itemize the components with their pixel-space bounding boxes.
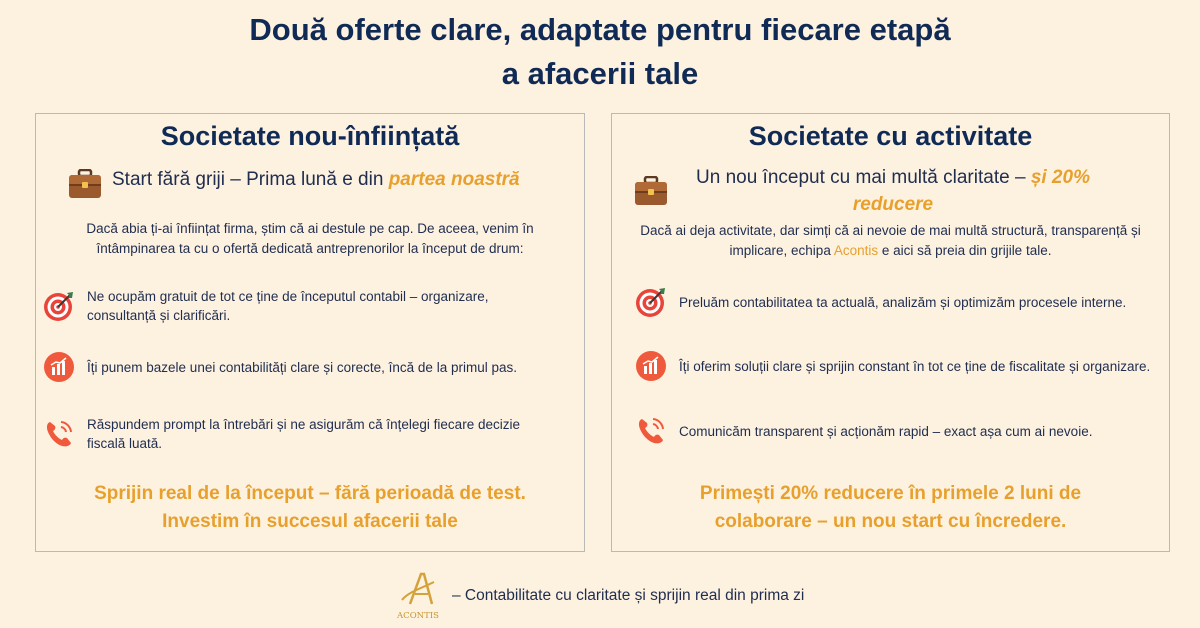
list-item-text: Preluăm contabilitatea ta actuală, analizăm și optimizăm procesele interne. [679, 294, 1127, 310]
headline-text: Un nou început cu mai multă claritate – [696, 167, 1031, 188]
intro-text: Dacă ai deja activitate, dar simți că ai nevoie de mai multă structură, transparență și implicare, echipa [640, 223, 1141, 258]
page-title [0, 8, 1200, 96]
headline-accent: partea noastră [388, 169, 520, 190]
target-icon [635, 286, 667, 318]
offer-card-new-company [35, 113, 585, 552]
card-headline [68, 166, 520, 199]
headline-accent: și 20% reducere [852, 167, 1090, 215]
list-item-text: Îți punem bazele unei contabilități clare și corecte, încă de la primul pas. [87, 359, 517, 375]
list-item-text: Ne ocupăm gratuit de tot ce ține de începutul contabil – organizare, consultanță și clarificări. [87, 289, 489, 323]
card-footer: Primești 20% reducere în primele 2 luni de colaborare – un nou start cu încredere. [699, 483, 1082, 532]
card-intro: Dacă abia ți-ai înființat firma, știm că ai destule pe cap. De aceea, venim în întâmpinarea ta cu o ofertă dedicată antreprenorilor la început de drum: [86, 221, 534, 256]
target-icon [43, 290, 75, 322]
card-intro [632, 221, 1149, 261]
phone-icon [43, 418, 75, 450]
list-item [635, 415, 1169, 447]
list-item [635, 350, 1169, 382]
chart-icon [635, 350, 667, 382]
briefcase-icon [634, 176, 668, 206]
card-footer: Sprijin real de la început – fără perioadă de test. Investim în succesul afacerii tale [94, 483, 526, 532]
card-headline [634, 164, 1108, 218]
list-item [43, 287, 527, 325]
tagline: – Contabilitate cu claritate și sprijin real din prima zi [452, 587, 805, 604]
card-title: Societate cu activitate [748, 121, 1033, 151]
card-title: Societate nou-înființată [160, 121, 460, 151]
offer-card-active-company [611, 113, 1170, 552]
brand-name: Acontis [833, 243, 879, 258]
page-title-line-1: Două oferte clare, adaptate pentru fiecare etapă [249, 12, 951, 47]
phone-icon [635, 415, 667, 447]
briefcase-icon [68, 169, 102, 199]
list-item-text: Comunicăm transparent și acționăm rapid – exact așa cum ai nevoie. [679, 423, 1093, 439]
headline-text: Start fără griji – Prima lună e din [112, 169, 389, 190]
list-item [43, 351, 527, 383]
footer-tagline [388, 570, 804, 622]
acontis-logo [388, 570, 448, 622]
list-item [635, 286, 1169, 318]
logo-text: ACONTIS [397, 611, 439, 621]
list-item-text: Răspundem prompt la întrebări și ne asigurăm că înțelegi fiecare decizie fiscală luată. [87, 417, 520, 451]
list-item [43, 415, 527, 453]
intro-text-end: e aici să preia din grijile tale. [878, 243, 1052, 258]
list-item-text: Îți oferim soluții clare și sprijin constant în tot ce ține de fiscalitate și organizare. [679, 358, 1151, 374]
page-title-line-2: a afacerii tale [501, 56, 699, 91]
chart-icon [43, 351, 75, 383]
